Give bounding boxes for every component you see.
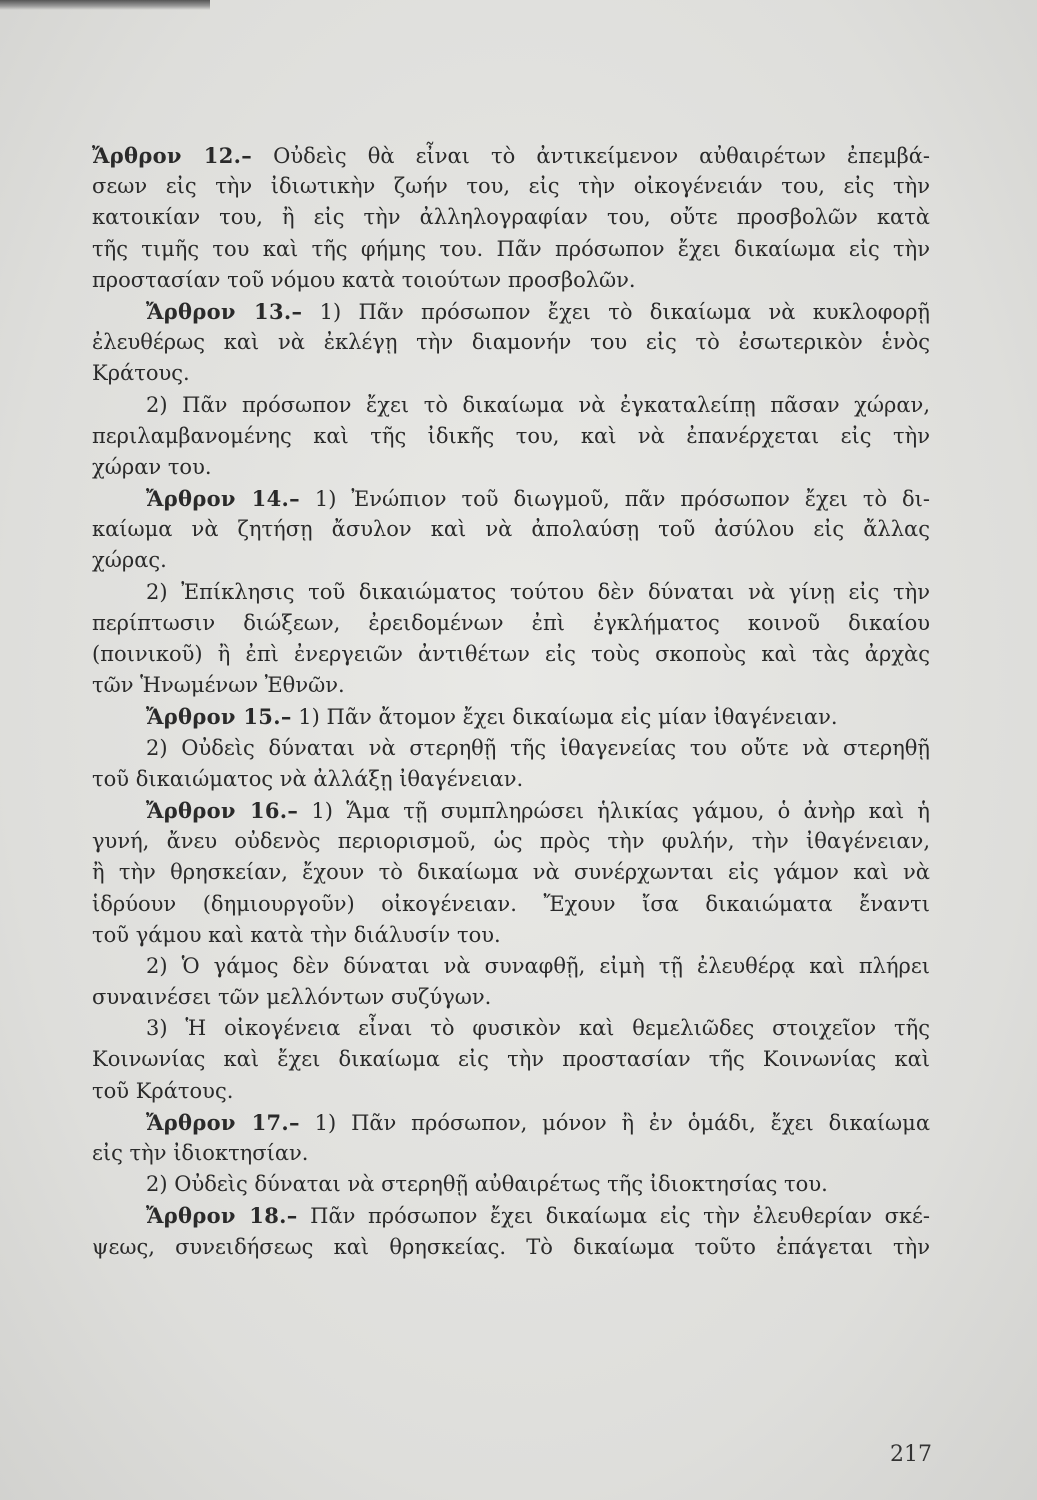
text-line (92, 889, 930, 920)
text-line (92, 327, 930, 358)
text-line (92, 733, 930, 764)
article-label: Ἄρθρον 18.– (146, 1203, 298, 1229)
text-line (92, 982, 930, 1013)
article-label: Ἄρθρον 12.– (92, 143, 253, 168)
line-text: περίπτωσιν διώξεων, ἐρειδομένων ἐπὶ ἐγκλήματος κοινοῦ δικαίου (92, 610, 930, 635)
line-text: συναινέσει τῶν μελλόντων συζύγων. (92, 985, 492, 1010)
text-line (92, 1013, 930, 1044)
body-text (92, 140, 930, 1263)
line-text: 1) Πᾶν πρόσωπον, μόνον ἢ ἐν ὁμάδι, ἔχει δικαίωμα (299, 1110, 931, 1135)
text-line (92, 545, 930, 576)
line-text: 3) Ἡ οἰκογένεια εἶναι τὸ φυσικὸν καὶ θεμελιῶδες στοιχεῖον τῆς (146, 1016, 930, 1041)
line-text: 2) Ἐπίκλησις τοῦ δικαιώματος τούτου δὲν δύναται νὰ γίνῃ εἰς τὴν (146, 579, 930, 604)
text-line (92, 920, 930, 951)
line-text: ἢ τὴν θρησκείαν, ἔχουν τὸ δικαίωμα νὰ συνέρχωνται εἰς γάμον καὶ νὰ (92, 860, 930, 885)
line-text: (ποινικοῦ) ἢ ἐπὶ ἐνεργειῶν ἀντιθέτων εἰς τοὺς σκοποὺς καὶ τὰς ἀρχὰς (92, 642, 930, 666)
line-text: 2) Οὐδεὶς δύναται νὰ στερηθῇ αὐθαιρέτως τῆς ἰδιοκτησίας του. (146, 1172, 828, 1197)
text-line (92, 514, 930, 545)
text-line (92, 1044, 930, 1075)
line-text: περιλαμβανομένης καὶ τῆς ἰδικῆς του, καὶ νὰ ἐπανέρχεται εἰς τὴν (92, 423, 930, 448)
line-text: 1) Πᾶν πρόσωπον ἔχει τὸ δικαίωμα νὰ κυκλοφορῇ (302, 299, 930, 324)
text-line (92, 639, 930, 670)
text-line (92, 390, 930, 421)
text-line (92, 265, 930, 296)
text-line (92, 764, 930, 795)
text-line (92, 951, 930, 982)
text-line (92, 1232, 930, 1263)
line-text: 1) Πᾶν ἄτομον ἔχει δικαίωμα εἰς μίαν ἰθαγένειαν. (291, 705, 838, 730)
text-line (92, 452, 930, 483)
article-heading-line (92, 140, 930, 171)
line-text: 2) Πᾶν πρόσωπον ἔχει τὸ δικαίωμα νὰ ἐγκαταλείπῃ πᾶσαν χώραν, (146, 392, 930, 417)
line-text: 1) Ἅμα τῇ συμπληρώσει ἡλικίας γάμου, ὁ ἀνὴρ καὶ ἡ (298, 798, 930, 823)
line-text: γυνή, ἄνευ οὐδενὸς περιορισμοῦ, ὡς πρὸς τὴν φυλήν, τὴν ἰθαγένειαν, (92, 829, 930, 854)
text-line (92, 670, 930, 701)
text-line (92, 234, 930, 265)
line-text: Κοινωνίας καὶ ἔχει δικαίωμα εἰς τὴν προστασίαν τῆς Κοινωνίας καὶ (92, 1047, 930, 1072)
line-text: προστασίαν τοῦ νόμου κατὰ τοιούτων προσβολῶν. (92, 267, 636, 292)
line-text: τοῦ Κράτους. (92, 1078, 234, 1103)
line-text: χώραν του. (92, 454, 212, 479)
text-line (92, 577, 930, 608)
text-line (92, 608, 930, 639)
text-line (92, 857, 930, 888)
page-number: 217 (890, 1442, 932, 1467)
line-text: 2) Ὁ γάμος δὲν δύναται νὰ συναφθῇ, εἰμὴ τῇ ἐλευθέρᾳ καὶ πλήρει (146, 953, 930, 978)
line-text: ἐλευθέρως καὶ νὰ ἐκλέγῃ τὴν διαμονήν του εἰς τὸ ἐσωτερικὸν ἑνὸς (92, 330, 930, 355)
text-line (92, 202, 930, 233)
line-text: Πᾶν πρόσωπον ἔχει δικαίωμα εἰς τὴν ἐλευθερίαν σκέ- (297, 1204, 931, 1229)
article-heading-line (92, 296, 930, 327)
article-heading-line (92, 1200, 930, 1231)
line-text: τῆς τιμῆς του καὶ τῆς φήμης του. Πᾶν πρόσωπον ἔχει δικαίωμα εἰς τὴν (92, 236, 930, 261)
scan-edge (0, 0, 210, 10)
line-text: τῶν Ἡνωμένων Ἐθνῶν. (92, 673, 345, 698)
line-text: τοῦ γάμου καὶ κατὰ τὴν διάλυσίν του. (92, 922, 501, 947)
article-label: Ἄρθρον 15.– (146, 704, 292, 730)
article-heading-line (92, 701, 930, 732)
article-label: Ἄρθρον 13.– (146, 298, 303, 324)
article-label: Ἄρθρον 17.– (146, 1109, 300, 1135)
article-label: Ἄρθρον 14.– (146, 486, 300, 512)
text-line (92, 1169, 930, 1200)
text-line (92, 1138, 930, 1169)
line-text: 2) Οὐδεὶς δύναται νὰ στερηθῇ τῆς ἰθαγενείας του οὔτε νὰ στερηθῇ (146, 735, 930, 760)
line-text: 1) Ἐνώπιον τοῦ διωγμοῦ, πᾶν πρόσωπον ἔχει τὸ δι- (299, 487, 930, 512)
line-text: Οὐδεὶς θὰ εἶναι τὸ ἀντικείμενον αὐθαιρέτων ἐπεμβά- (252, 144, 931, 168)
line-text: τοῦ δικαιώματος νὰ ἀλλάξῃ ἰθαγένειαν. (92, 766, 524, 791)
text-line (92, 421, 930, 452)
article-label: Ἄρθρον 16.– (146, 797, 299, 823)
text-line (92, 1076, 930, 1107)
text-line (92, 358, 930, 389)
article-heading-line (92, 1107, 930, 1138)
text-line (92, 826, 930, 857)
line-text: κατοικίαν του, ἢ εἰς τὴν ἀλληλογραφίαν του, οὔτε προσβολῶν κατὰ (92, 205, 930, 230)
text-line (92, 171, 930, 202)
line-text: σεων εἰς τὴν ἰδιωτικὴν ζωήν του, εἰς τὴν οἰκογένειάν του, εἰς τὴν (92, 174, 930, 199)
line-text: χώρας. (92, 548, 167, 573)
line-text: ἱδρύουν (δημιουργοῦν) οἰκογένειαν. Ἔχουν ἴσα δικαιώματα ἔναντι (92, 891, 930, 916)
line-text: ψεως, συνειδήσεως καὶ θρησκείας. Τὸ δικαίωμα τοῦτο ἐπάγεται τὴν (92, 1234, 930, 1259)
line-text: καίωμα νὰ ζητήσῃ ἄσυλον καὶ νὰ ἀπολαύσῃ τοῦ ἀσύλου εἰς ἄλλας (92, 517, 930, 542)
article-heading-line (92, 483, 930, 514)
article-heading-line (92, 795, 930, 826)
line-text: Κράτους. (92, 361, 190, 386)
line-text: εἰς τὴν ἰδιοκτησίαν. (92, 1141, 309, 1165)
